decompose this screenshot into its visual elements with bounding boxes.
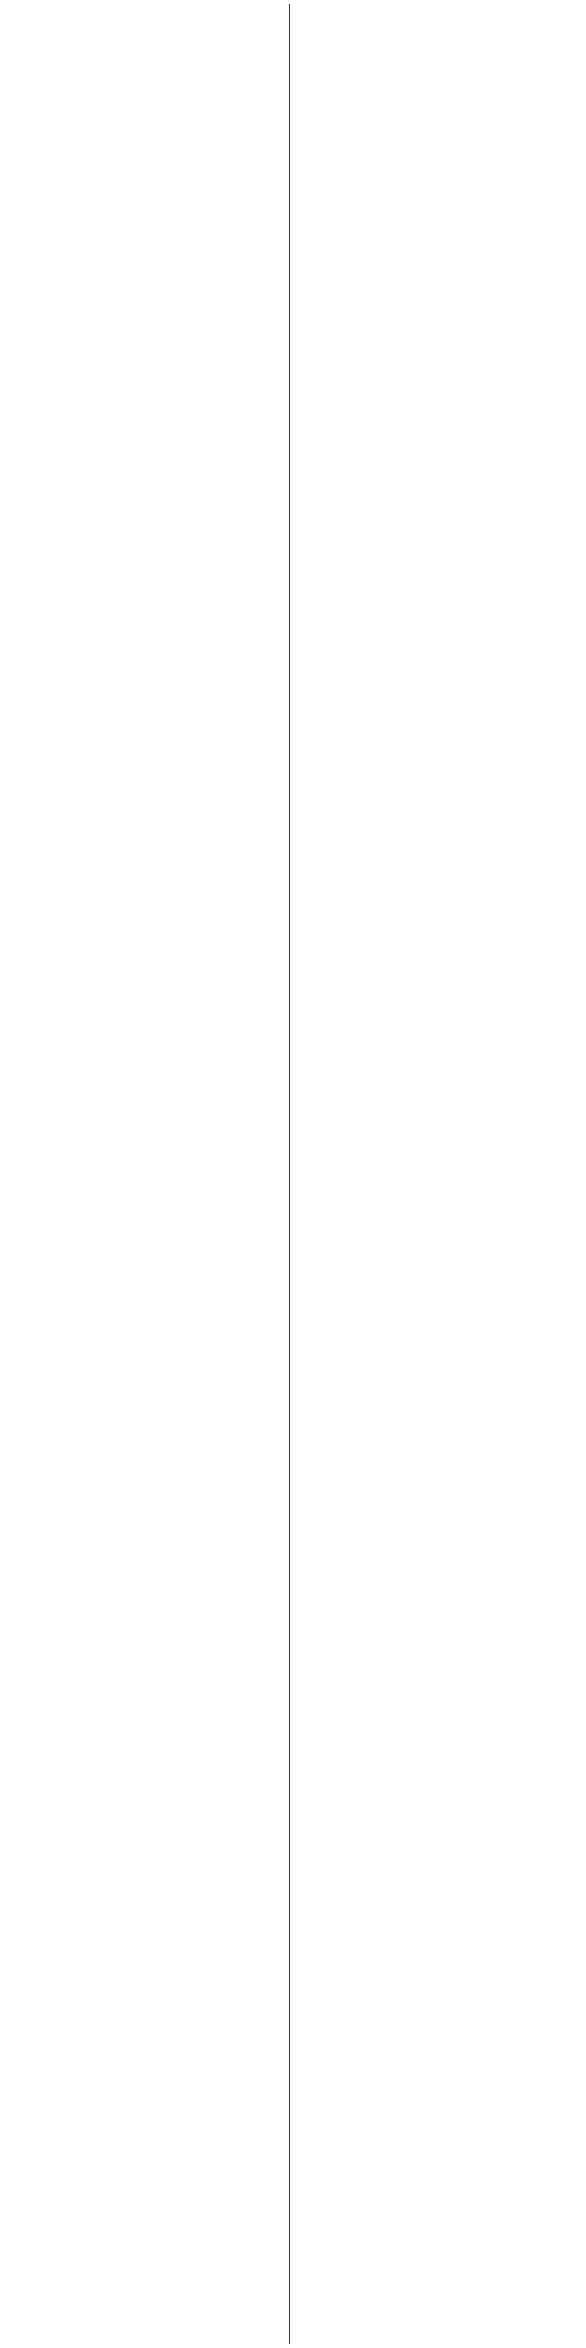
right-column — [290, 4, 573, 2344]
left-column — [6, 4, 289, 2344]
